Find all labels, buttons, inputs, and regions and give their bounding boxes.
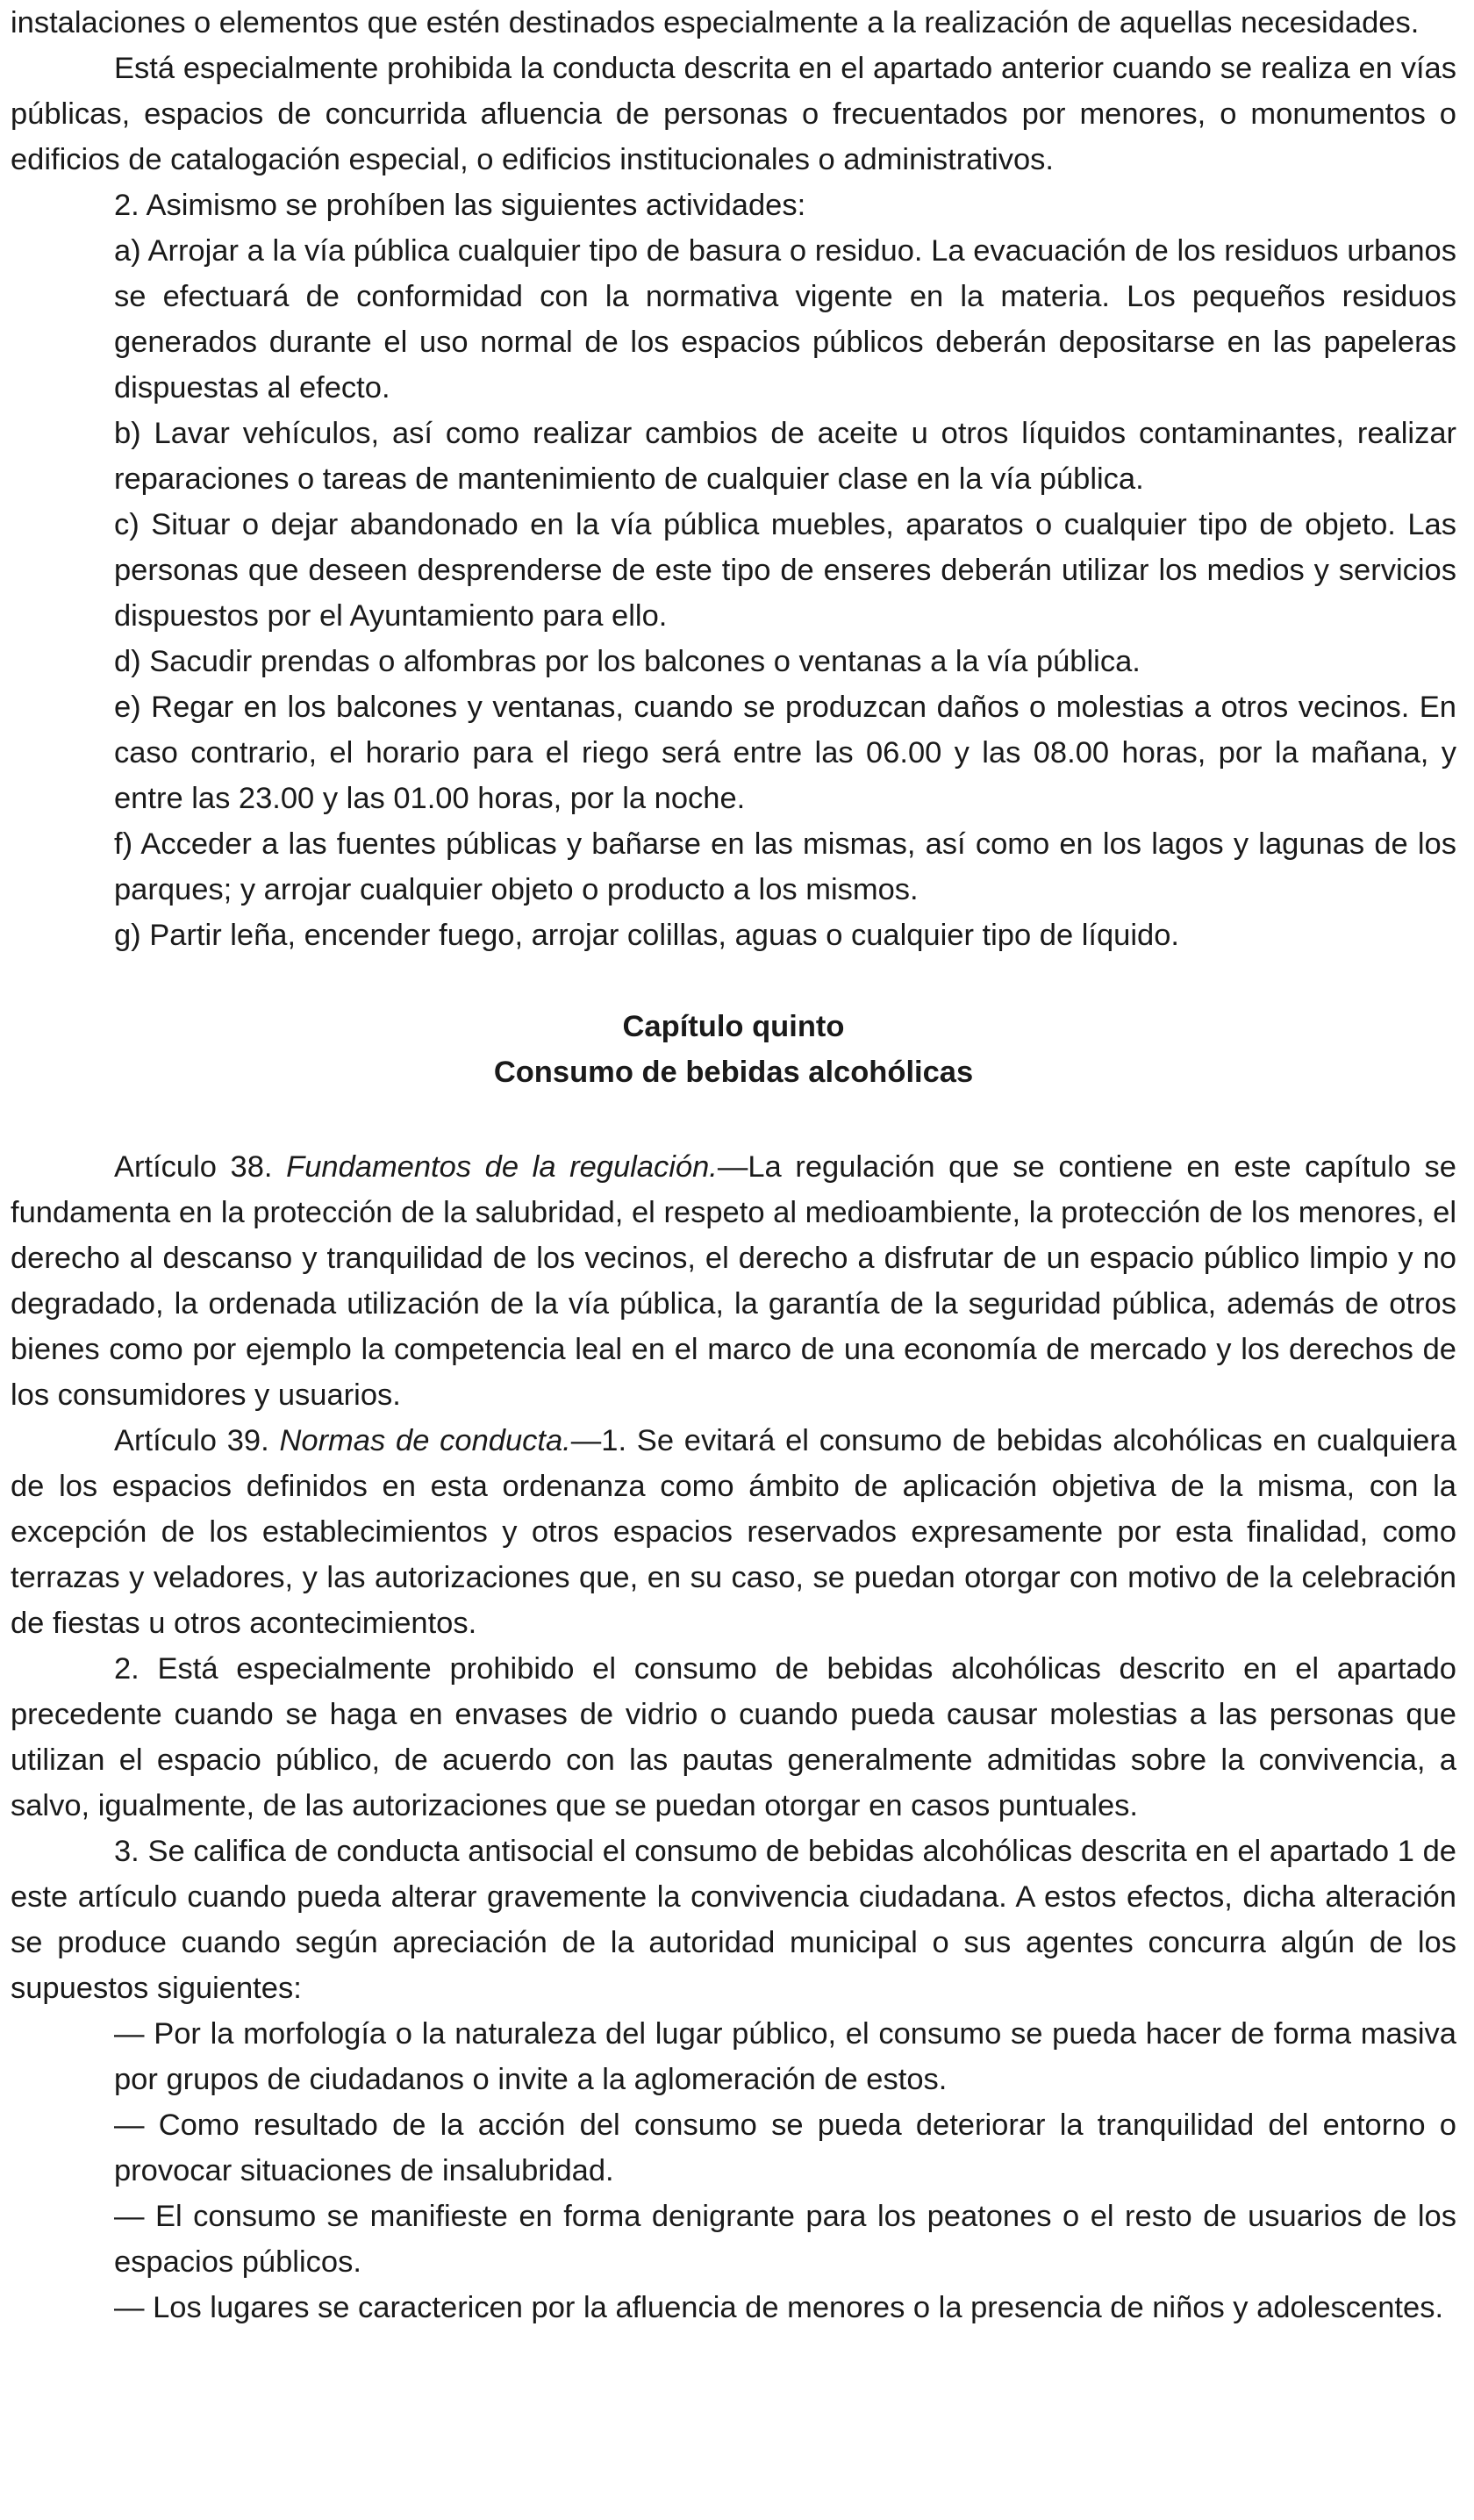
- case-item-1: — Por la morfología o la naturaleza del lugar público, el consumo se pueda hacer de forma masiva por grupos de ciudadanos o invite a la aglomeración de estos.: [114, 2017, 1456, 2096]
- article-39-label: Artículo 39.: [114, 1424, 269, 1457]
- document-page: [11, 0, 1456, 2330]
- article-38: [11, 1144, 1456, 1418]
- activity-item-c: c) Situar o dejar abandonado en la vía pública muebles, aparatos o cualquier tipo de objeto. Las personas que deseen desprenderse de este tipo de enseres deberán utilizar los medios y servicios dispuestos por el Ayuntamiento para ello.: [114, 508, 1456, 633]
- activity-item-g: g) Partir leña, encender fuego, arrojar colillas, aguas o cualquier tipo de líquido.: [114, 919, 1179, 952]
- chapter-number: Capítulo quinto: [622, 1010, 845, 1043]
- chapter-title: Consumo de bebidas alcohólicas: [493, 1056, 974, 1089]
- activity-item-e: e) Regar en los balcones y ventanas, cuando se produzcan daños o molestias a otros vecinos. En caso contrario, el horario para el riego será entre las 06.00 y las 08.00 horas, por la mañana, y entre las 23.00 y las 01.00 horas, por la noche.: [114, 691, 1456, 815]
- case-item-4: — Los lugares se caractericen por la afluencia de menores o la presencia de niños y adolescentes.: [114, 2291, 1444, 2324]
- article-38-dash: —: [717, 1150, 748, 1184]
- continuation-paragraph: instalaciones o elementos que estén destinados especialmente a la realización de aquellas necesidades.: [11, 6, 1420, 39]
- activity-item-d: d) Sacudir prendas o alfombras por los balcones o ventanas a la vía pública.: [114, 645, 1141, 678]
- activity-item-a: a) Arrojar a la vía pública cualquier tipo de basura o residuo. La evacuación de los residuos urbanos se efectuará de conformidad con la normativa vigente en la materia. Los pequeños residuos generados durante el uso normal de los espacios públicos deberán depositarse en las papeleras dispuestas al efecto.: [114, 234, 1456, 404]
- item2-heading: 2. Asimismo se prohíben las siguientes actividades:: [114, 189, 806, 222]
- article-38-text: La regulación que se contiene en este capítulo se fundamenta en la protección de la salubridad, el respeto al medioambiente, la protección de los menores, el derecho al descanso y tranquilidad de los vecinos, el derecho a disfrutar de un espacio público limpio y no degradado, la ordenada utilización de la vía pública, la garantía de la seguridad pública, además de otros bienes como por ejemplo la competencia leal en el marco de una economía de mercado y los derechos de los consumidores y usuarios.: [11, 1150, 1456, 1412]
- article-38-title: Fundamentos de la regulación.: [286, 1150, 718, 1184]
- case-item-3: — El consumo se manifieste en forma denigrante para los peatones o el resto de usuarios de los espacios públicos.: [114, 2200, 1456, 2279]
- activity-item-f: f) Acceder a las fuentes públicas y bañarse en las mismas, así como en los lagos y lagunas de los parques; y arrojar cualquier objeto o producto a los mismos.: [114, 827, 1456, 906]
- case-item-2: — Como resultado de la acción del consumo se pueda deteriorar la tranquilidad del entorno o provocar situaciones de insalubridad.: [114, 2108, 1456, 2187]
- activity-item-b: b) Lavar vehículos, así como realizar cambios de aceite u otros líquidos contaminantes, realizar reparaciones o tareas de mantenimiento de cualquier clase en la vía pública.: [114, 417, 1456, 496]
- article-39-p3: 3. Se califica de conducta antisocial el consumo de bebidas alcohólicas descrita en el apartado 1 de este artículo cuando pueda alterar gravemente la convivencia ciudadana. A estos efectos, dicha alteración se produce cuando según apreciación de la autoridad municipal o sus agentes concurra algún de los supuestos siguientes:: [11, 1835, 1456, 2005]
- article-38-label: Artículo 38.: [114, 1150, 273, 1184]
- article-39-p1: 1. Se evitará el consumo de bebidas alcohólicas en cualquiera de los espacios definidos en esta ordenanza como ámbito de aplicación objetiva de la misma, con la excepción de los establecimientos y otros espacios reservados expresamente por esta finalidad, como terrazas y veladores, y las autorizaciones que, en su caso, se puedan otorgar con motivo de la celebración de fiestas u otros acontecimientos.: [11, 1424, 1456, 1640]
- article-39: [11, 1418, 1456, 1646]
- article-39-p2: 2. Está especialmente prohibido el consumo de bebidas alcohólicas descrito en el apartado precedente cuando se haga en envases de vidrio o cuando pueda causar molestias a las personas que utilizan el espacio público, de acuerdo con las pautas generalmente admitidas sobre la convivencia, a salvo, igualmente, de las autorizaciones que se puedan otorgar en casos puntuales.: [11, 1652, 1456, 1822]
- article-39-title: Normas de conducta.: [279, 1424, 571, 1457]
- especially-prohibited-paragraph: Está especialmente prohibida la conducta descrita en el apartado anterior cuando se realiza en vías públicas, espacios de concurrida afluencia de personas o frecuentados por menores, o monumentos o edificios de catalogación especial, o edificios institucionales o administrativos.: [11, 52, 1456, 176]
- article-39-dash: —: [570, 1424, 602, 1457]
